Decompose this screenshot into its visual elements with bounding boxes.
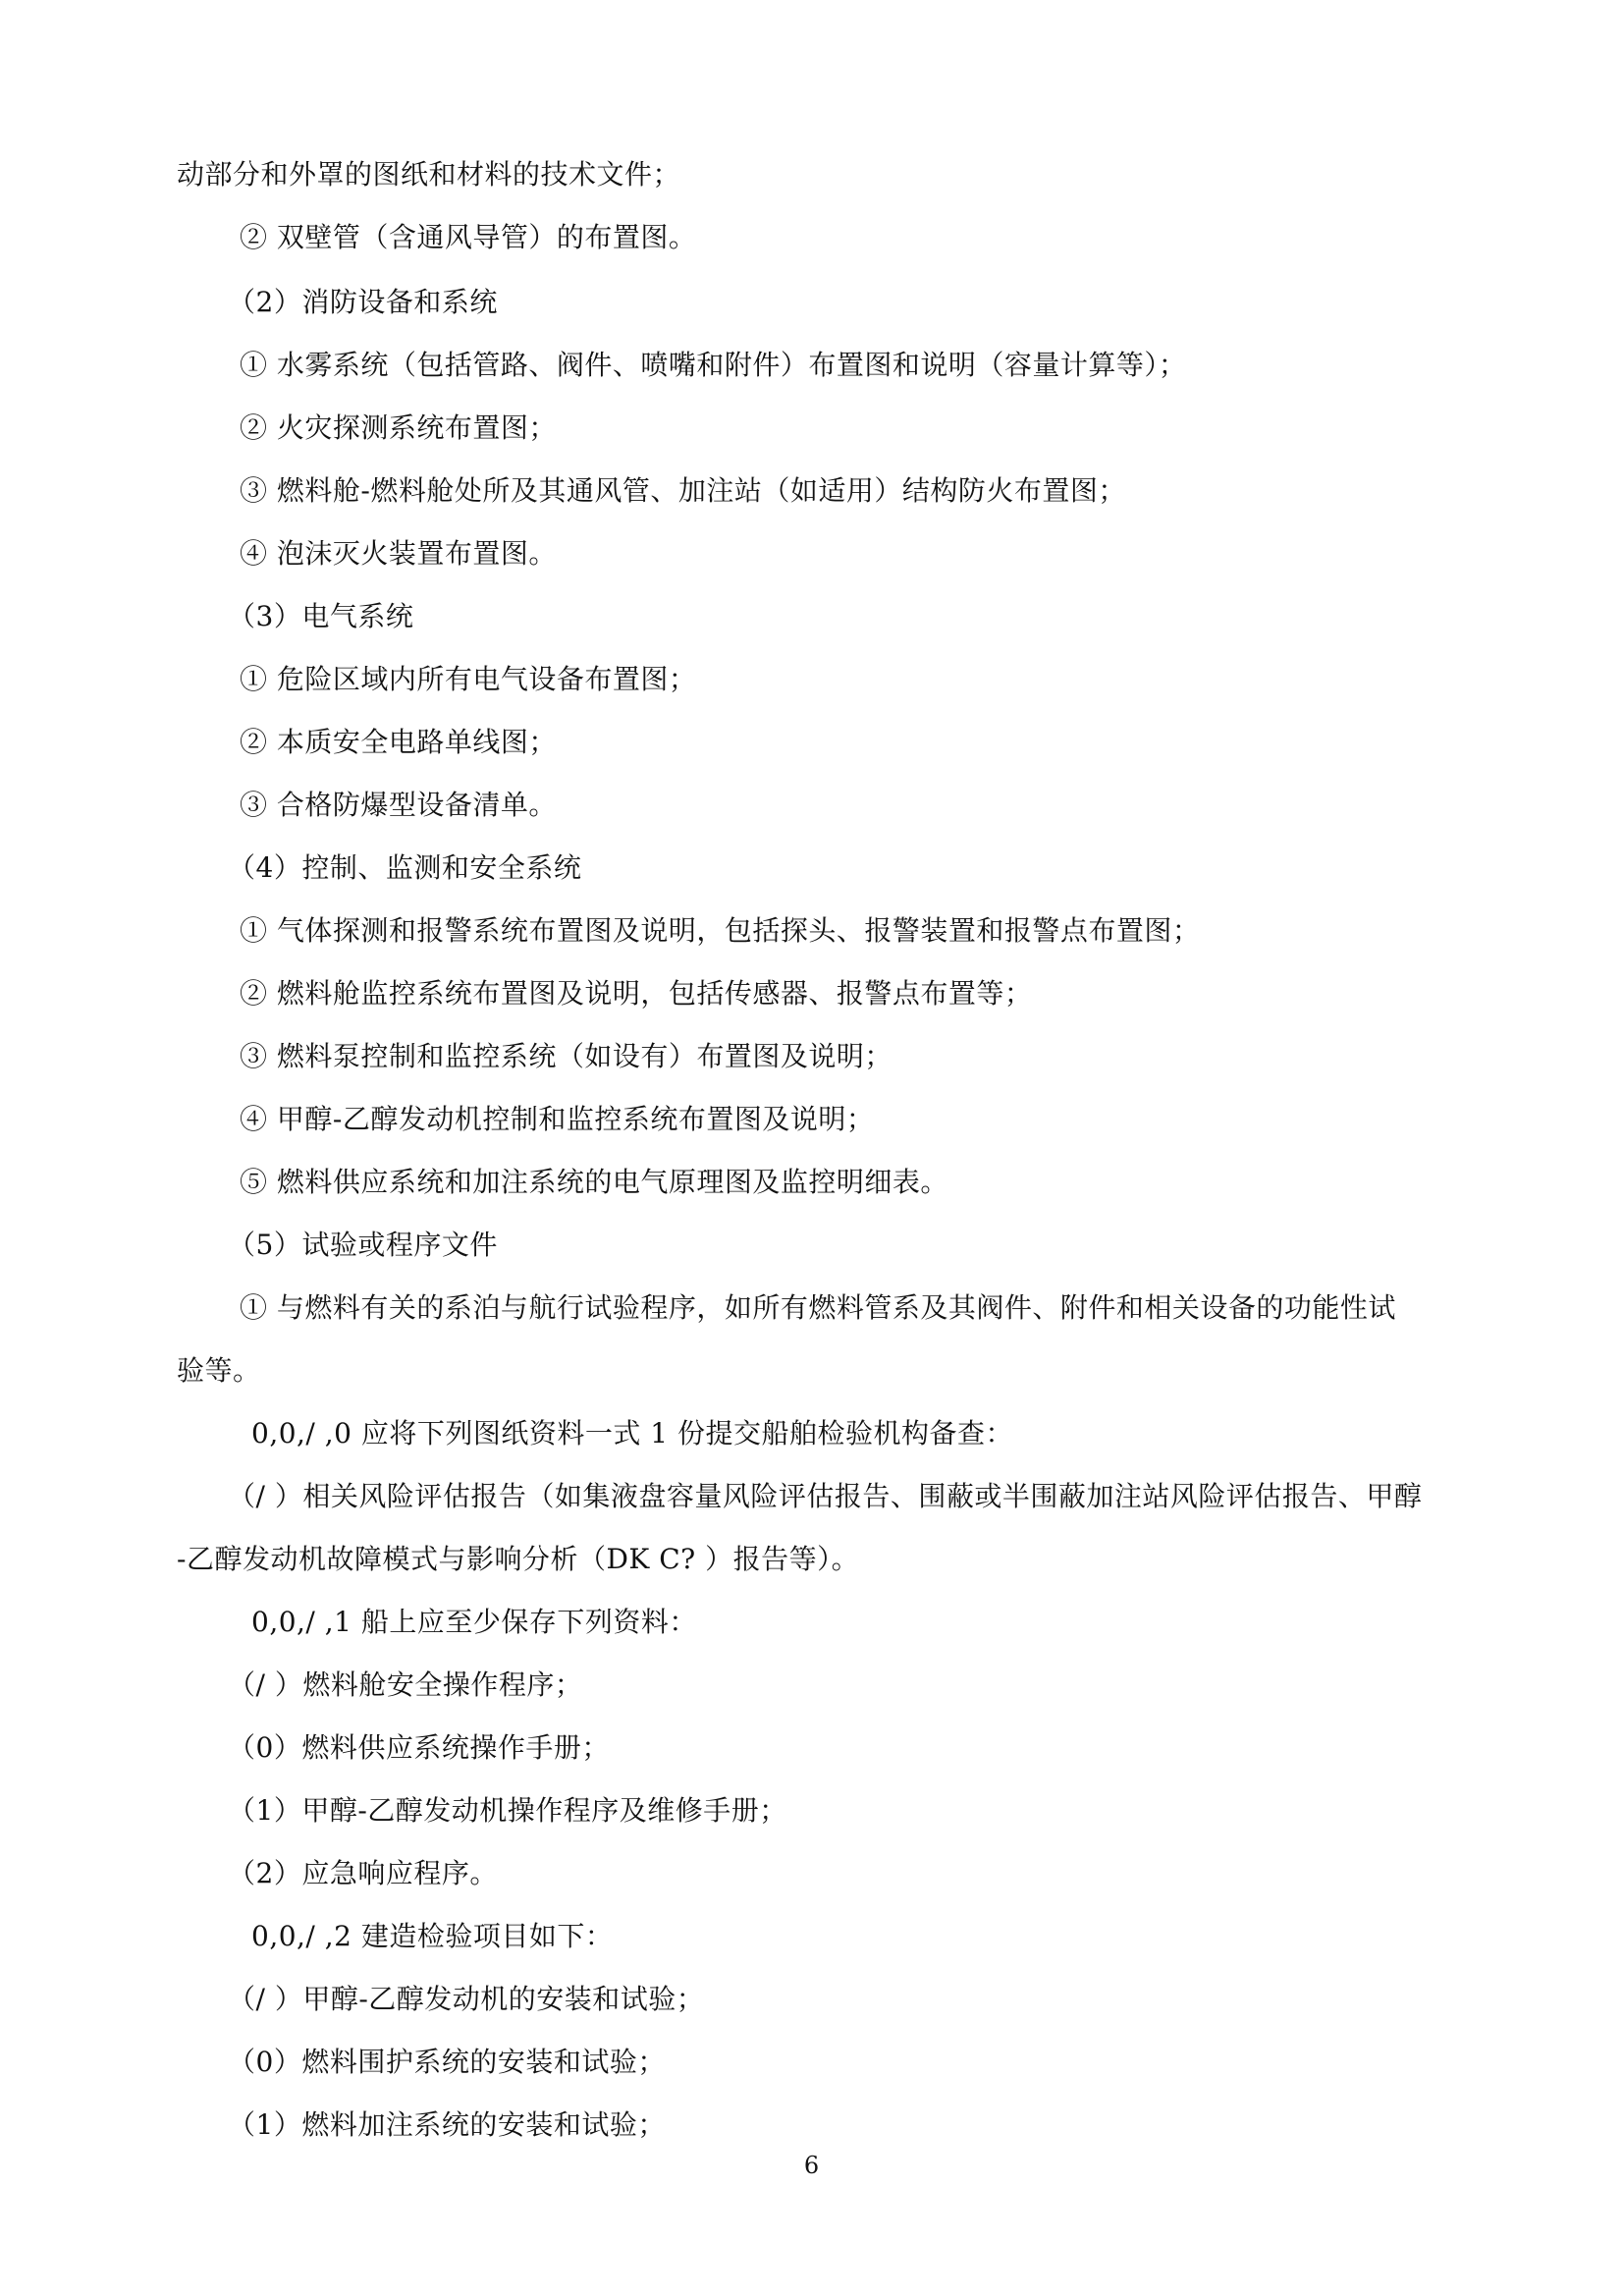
list-item: （0）燃料供应系统操作手册； bbox=[228, 1731, 610, 1764]
page-number: 6 bbox=[803, 2152, 820, 2179]
clause-heading: 0,0,/ ,2 建造检验项目如下： bbox=[251, 1920, 614, 1952]
list-item: ① 危险区域内所有电气设备布置图； bbox=[240, 663, 697, 695]
section-heading: （3）电气系统 bbox=[228, 600, 414, 632]
list-item: ② 本质安全电路单线图； bbox=[240, 726, 557, 758]
list-item: ④ 泡沫灭火装置布置图。 bbox=[240, 537, 557, 570]
list-item: （/ ）燃料舱安全操作程序； bbox=[228, 1668, 583, 1701]
list-item: ② 燃料舱监控系统布置图及说明，包括传感器、报警点布置等； bbox=[240, 977, 1033, 1010]
list-item: ④ 甲醇-乙醇发动机控制和监控系统布置图及说明； bbox=[240, 1103, 875, 1135]
list-item: （/ ）甲醇-乙醇发动机的安装和试验； bbox=[228, 1983, 705, 2015]
list-item: （0）燃料围护系统的安装和试验； bbox=[228, 2046, 666, 2078]
section-heading: （5）试验或程序文件 bbox=[228, 1229, 498, 1261]
list-item: ① 气体探测和报警系统布置图及说明，包括探头、报警装置和报警点布置图； bbox=[240, 914, 1201, 947]
section-heading: （2）消防设备和系统 bbox=[228, 286, 498, 318]
list-item: ② 双壁管（含通风导管）的布置图。 bbox=[240, 221, 697, 253]
text-line: -乙醇发动机故障模式与影响分析（DK C? ）报告等）。 bbox=[177, 1543, 860, 1575]
list-item: ② 火灾探测系统布置图； bbox=[240, 411, 557, 444]
text-line: 验等。 bbox=[177, 1354, 261, 1387]
clause-heading: 0,0,/ ,0 应将下列图纸资料一式 1 份提交船舶检验机构备查： bbox=[251, 1417, 1013, 1449]
list-item: ③ 合格防爆型设备清单。 bbox=[240, 789, 557, 821]
section-heading: （4）控制、监测和安全系统 bbox=[228, 851, 582, 884]
list-item: ③ 燃料泵控制和监控系统（如设有）布置图及说明； bbox=[240, 1040, 893, 1072]
text-line: 动部分和外罩的图纸和材料的技术文件； bbox=[177, 158, 681, 191]
list-item: ③ 燃料舱-燃料舱处所及其通风管、加注站（如适用）结构防火布置图； bbox=[240, 474, 1126, 507]
list-item: ① 水雾系统（包括管路、阀件、喷嘴和附件）布置图和说明（容量计算等）； bbox=[240, 349, 1187, 381]
list-item: （/ ）相关风险评估报告（如集液盘容量风险评估报告、围蔽或半围蔽加注站风险评估报告、甲醇 bbox=[228, 1480, 1423, 1512]
list-item: ① 与燃料有关的系泊与航行试验程序，如所有燃料管系及其阀件、附件和相关设备的功能性试 bbox=[240, 1291, 1396, 1324]
list-item: ⑤ 燃料供应系统和加注系统的电气原理图及监控明细表。 bbox=[240, 1166, 948, 1198]
list-item: （2）应急响应程序。 bbox=[228, 1857, 498, 1889]
list-item: （1）甲醇-乙醇发动机操作程序及维修手册； bbox=[228, 1794, 787, 1827]
list-item: （1）燃料加注系统的安装和试验； bbox=[228, 2108, 666, 2141]
clause-heading: 0,0,/ ,1 船上应至少保存下列资料： bbox=[251, 1606, 697, 1638]
